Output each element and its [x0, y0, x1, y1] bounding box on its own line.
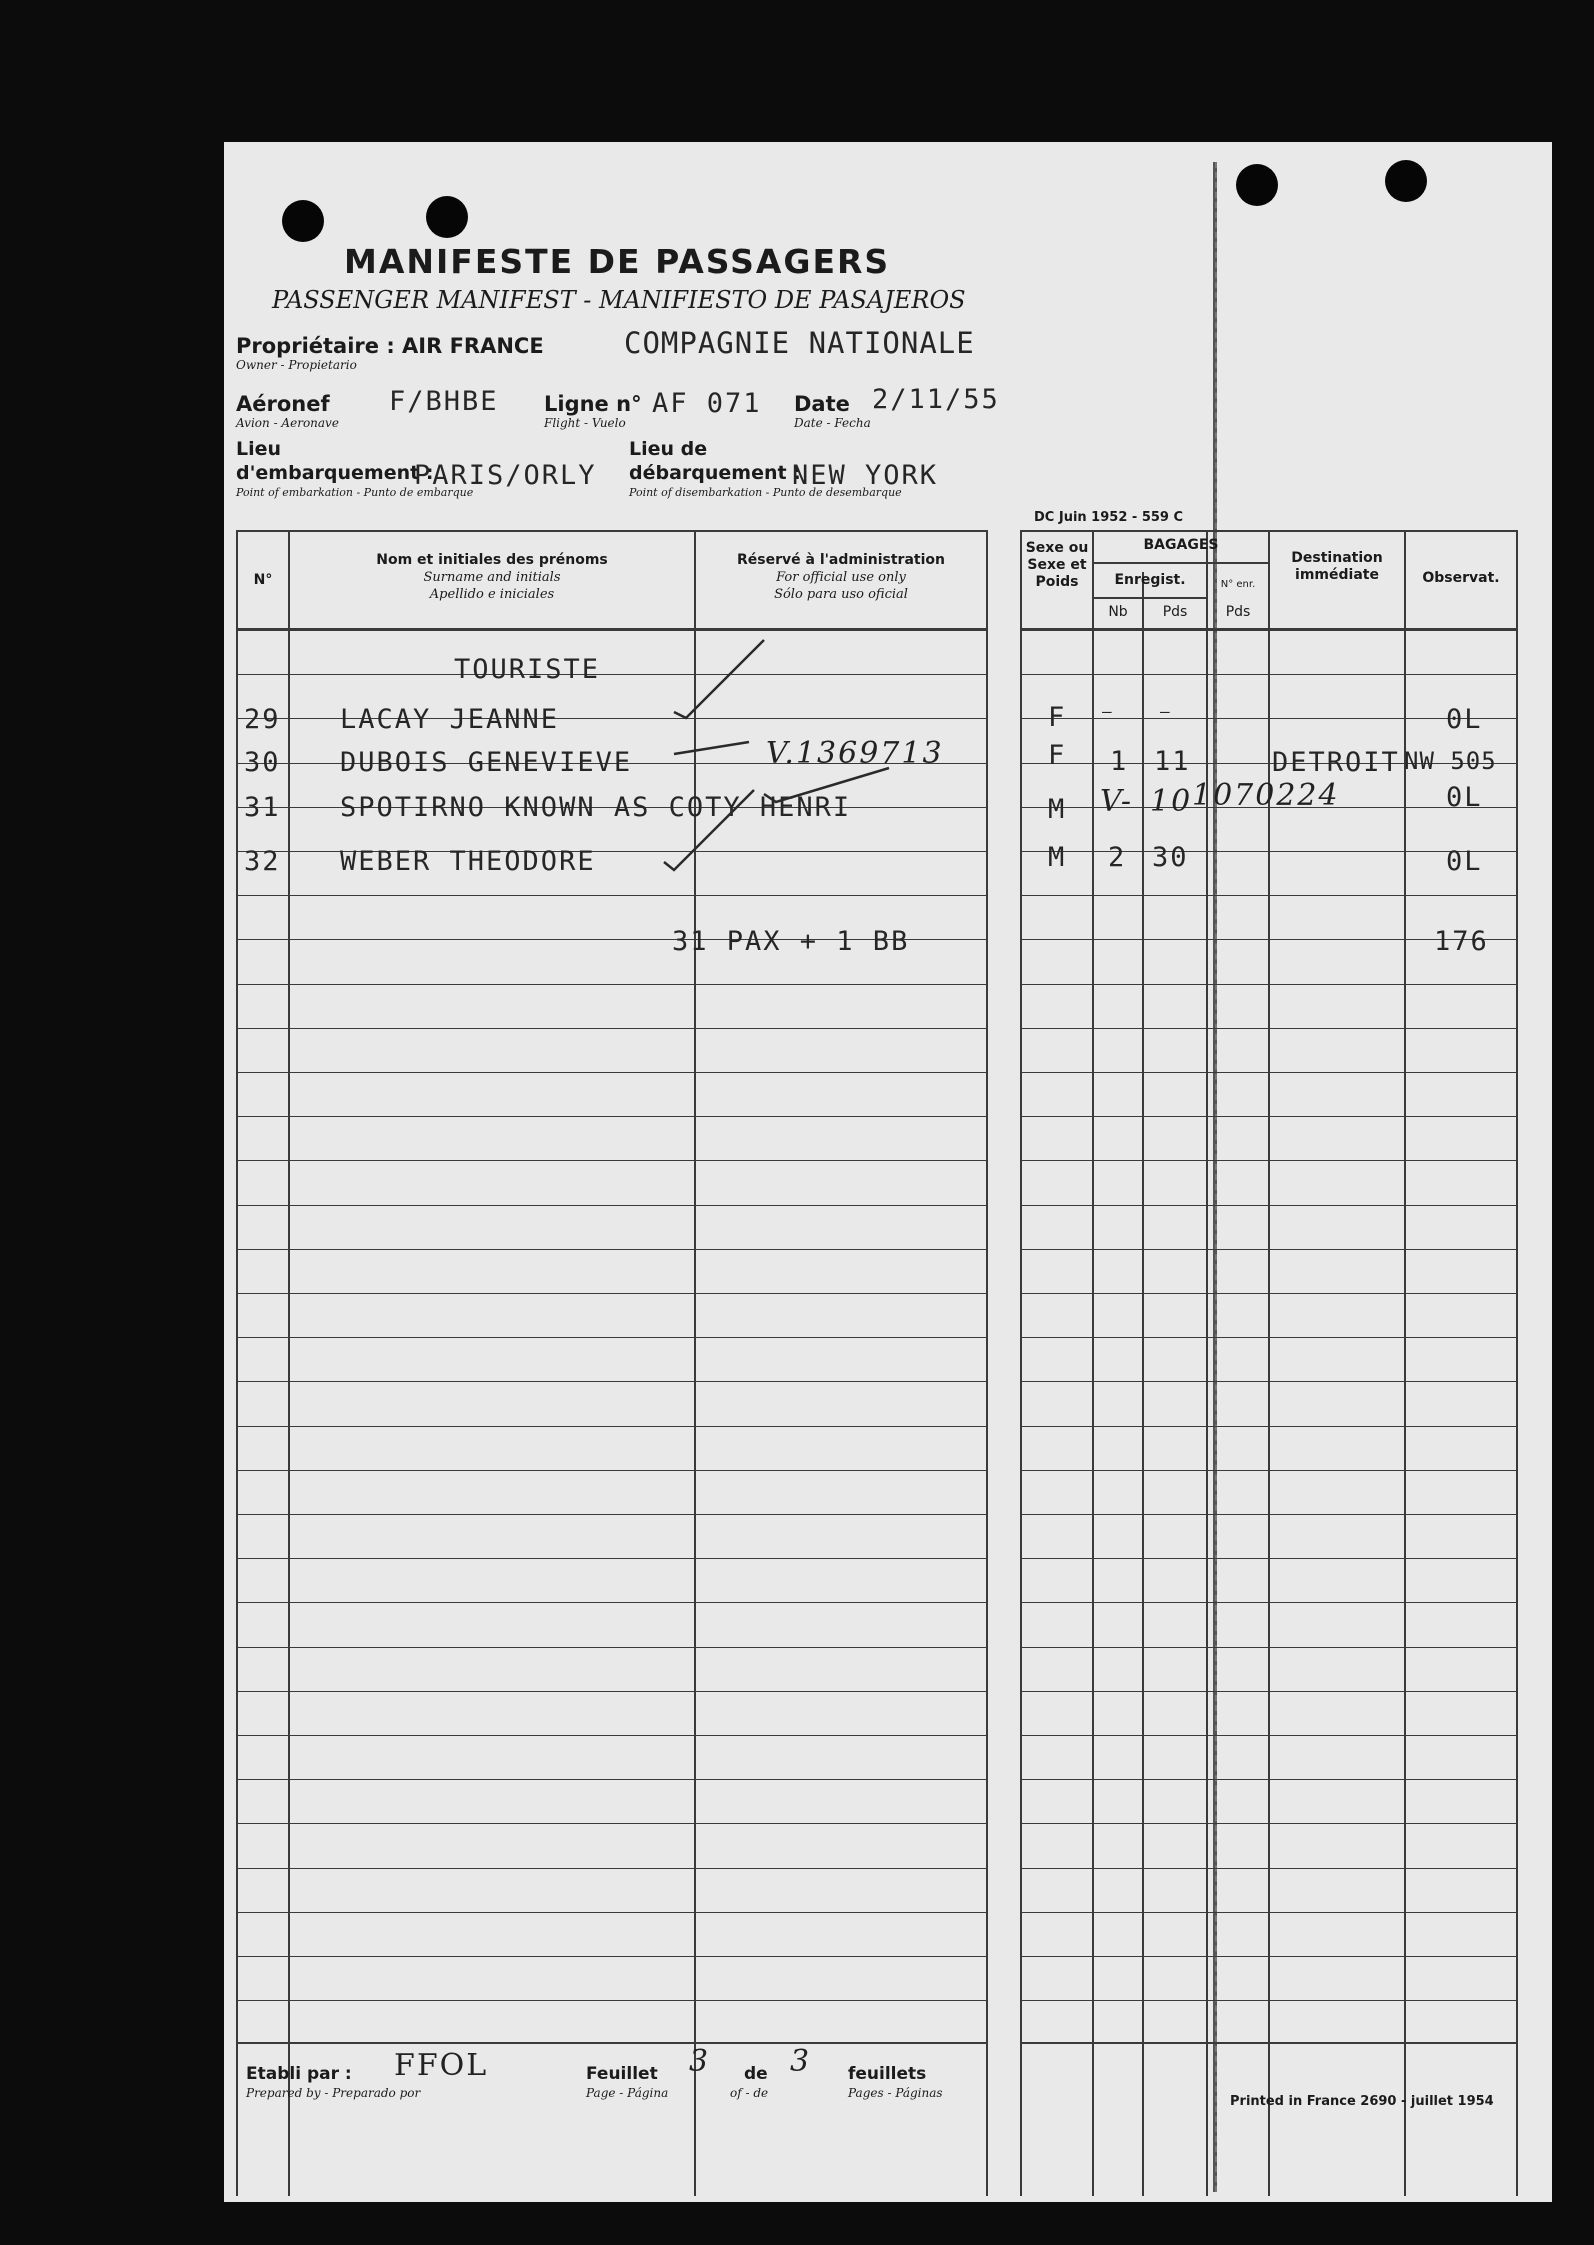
- col-dest: Destination immédiate: [1291, 550, 1383, 583]
- passenger-name: SPOTIRNO KNOWN AS COTY HENRI: [340, 792, 852, 823]
- row-rule: [236, 1912, 988, 1913]
- owner-sublabel: Owner - Propietario: [236, 358, 357, 372]
- date-label: Date: [794, 392, 850, 416]
- date-sublabel: Date - Fecha: [794, 416, 871, 430]
- row-rule: [236, 1735, 988, 1736]
- row-rule: [1020, 1868, 1518, 1869]
- row-rule: [1020, 1293, 1518, 1294]
- disembark-sublabel: Point of disembarkation - Punto de desembarque: [629, 486, 902, 499]
- col-non-enreg: N° enr.: [1220, 579, 1256, 590]
- row-rule: [236, 1337, 988, 1338]
- row-rule: [1020, 1558, 1518, 1559]
- col-name: Nom et initiales des prénoms Surname and initials Apellido e iniciales: [376, 552, 608, 602]
- row-rule: [1020, 1470, 1518, 1471]
- row-rule: [1020, 1381, 1518, 1382]
- passenger-pds: —: [1160, 702, 1172, 721]
- aircraft-value: F/BHBE: [389, 386, 499, 417]
- line-sublabel: Flight - Vuelo: [544, 416, 626, 430]
- col-admin: Réservé à l'administration For official use only Sólo para uso oficial: [737, 552, 945, 602]
- line-value: AF 071: [652, 388, 762, 419]
- row-rule: [236, 1647, 988, 1648]
- passenger-nb: 1: [1110, 746, 1129, 777]
- passenger-nb: 2: [1108, 842, 1127, 873]
- passenger-nb: —: [1102, 702, 1114, 721]
- embark-value: PARIS/ORLY: [414, 460, 597, 491]
- passenger-sex: F: [1048, 740, 1067, 771]
- col-sex: Sexe ou Sexe et Poids: [1025, 540, 1089, 590]
- disembark-value: NEW YORK: [792, 460, 939, 491]
- sheet-no: 3: [689, 2044, 711, 2079]
- row-rule: [236, 1160, 988, 1161]
- row-rule: [236, 1426, 988, 1427]
- row-rule: [1020, 1205, 1518, 1206]
- passenger-name: WEBER THEODORE: [340, 846, 596, 877]
- row-rule: [236, 1823, 988, 1824]
- owner-value: COMPAGNIE NATIONALE: [624, 326, 975, 360]
- of-label: de: [744, 2064, 768, 2084]
- row-rule: [236, 1779, 988, 1780]
- row-rule: [1020, 1116, 1518, 1117]
- row-rule: [1020, 1249, 1518, 1250]
- disembark-label: débarquement :: [629, 462, 801, 484]
- row-rule: [236, 1249, 988, 1250]
- row-rule: [236, 1956, 988, 1957]
- row-rule: [236, 1514, 988, 1515]
- row-rule: [1020, 1160, 1518, 1161]
- date-value: 2/11/55: [872, 384, 1000, 415]
- row-rule: [1020, 1779, 1518, 1780]
- row-rule: [236, 1116, 988, 1117]
- line-label: Ligne n°: [544, 392, 642, 416]
- passenger-dest: DETROIT: [1272, 747, 1400, 778]
- row-rule: [1020, 1602, 1518, 1603]
- col-pds: Pds: [1162, 604, 1188, 620]
- row-rule: [1020, 1337, 1518, 1338]
- row-rule: [236, 1072, 988, 1073]
- row-rule: [236, 1293, 988, 1294]
- passenger-pds: 10: [1150, 784, 1193, 819]
- row-rule: [1020, 1956, 1518, 1957]
- passenger-admin: V.1369713: [766, 736, 944, 771]
- passenger-sex: F: [1048, 702, 1067, 733]
- of-no: 3: [790, 2044, 812, 2079]
- disembark-label-top: Lieu de: [629, 438, 708, 460]
- passenger-no: 29: [244, 704, 281, 735]
- row-rule: [1020, 1426, 1518, 1427]
- form-code: DC Juin 1952 - 559 C: [1034, 510, 1184, 525]
- row-rule: [236, 1868, 988, 1869]
- row-rule: [236, 1558, 988, 1559]
- passenger-obs: NW 505: [1404, 747, 1497, 775]
- passenger-obs: 0L: [1446, 704, 1483, 735]
- check-marks: [224, 142, 1552, 1042]
- row-rule: [236, 1381, 988, 1382]
- embark-sublabel: Point of embarkation - Punto de embarque: [236, 486, 474, 499]
- passenger-obs: 0L: [1446, 846, 1483, 877]
- row-rule: [1020, 1072, 1518, 1073]
- pages-label: feuillets: [848, 2064, 927, 2084]
- col-pds2: Pds: [1225, 604, 1251, 620]
- row-rule: [236, 1205, 988, 1206]
- of-sub: of - de: [730, 2086, 769, 2100]
- col-obs: Observat.: [1422, 570, 1500, 586]
- passenger-name: LACAY JEANNE: [340, 704, 560, 735]
- passenger-no: 30: [244, 747, 281, 778]
- row-rule: [1020, 2000, 1518, 2001]
- printed-note: Printed in France 2690 - juillet 1954: [1230, 2094, 1494, 2109]
- row-rule: [236, 2000, 988, 2001]
- row-rule: [1020, 1823, 1518, 1824]
- col-nb: Nb: [1108, 604, 1128, 620]
- prepared-sub: Prepared by - Preparado por: [246, 2086, 421, 2100]
- handwritten-ref: 1070224: [1192, 778, 1340, 813]
- row-rule: [1020, 1691, 1518, 1692]
- passenger-no: 31: [244, 792, 281, 823]
- pages-sub: Pages - Páginas: [848, 2086, 943, 2100]
- passenger-sex: M: [1048, 794, 1067, 825]
- aircraft-label: Aéronef: [236, 392, 330, 416]
- row-rule: [1020, 1647, 1518, 1648]
- total-line: 31 PAX + 1 BB: [672, 926, 910, 957]
- passenger-sex: M: [1048, 842, 1067, 873]
- row-rule: [236, 1691, 988, 1692]
- passenger-obs: 0L: [1446, 782, 1483, 813]
- sheet-label: Feuillet: [586, 2064, 658, 2084]
- passenger-pds: 30: [1152, 842, 1189, 873]
- aircraft-sublabel: Avion - Aeronave: [236, 416, 339, 430]
- passenger-no: 32: [244, 846, 281, 877]
- passenger-name: DUBOIS GENEVIEVE: [340, 747, 633, 778]
- sheet-sub: Page - Página: [586, 2086, 669, 2100]
- passenger-pds: 11: [1154, 746, 1191, 777]
- row-rule: [236, 1602, 988, 1603]
- prepared-value: FFOL: [394, 2048, 489, 2083]
- total-weight: 176: [1434, 926, 1489, 957]
- page-title: MANIFESTE DE PASSAGERS: [344, 242, 891, 281]
- page-subtitle: PASSENGER MANIFEST - MANIFIESTO DE PASAJEROS: [272, 286, 966, 314]
- col-no: N°: [253, 572, 273, 588]
- class-label: TOURISTE: [454, 654, 601, 685]
- row-rule: [236, 1470, 988, 1471]
- col-enregist: Enregist.: [1114, 572, 1186, 588]
- col-bagages: BAGAGES: [1143, 537, 1219, 553]
- row-rule: [1020, 1912, 1518, 1913]
- row-rule: [1020, 1735, 1518, 1736]
- owner-label: Propriétaire : AIR FRANCE: [236, 334, 544, 358]
- passenger-nb: V-: [1100, 784, 1134, 819]
- row-rule: [1020, 1514, 1518, 1515]
- embark-label: d'embarquement :: [236, 462, 434, 484]
- manifest-sheet: [224, 142, 1552, 2202]
- prepared-label: Etabli par :: [246, 2064, 352, 2084]
- embark-label-top: Lieu: [236, 438, 282, 460]
